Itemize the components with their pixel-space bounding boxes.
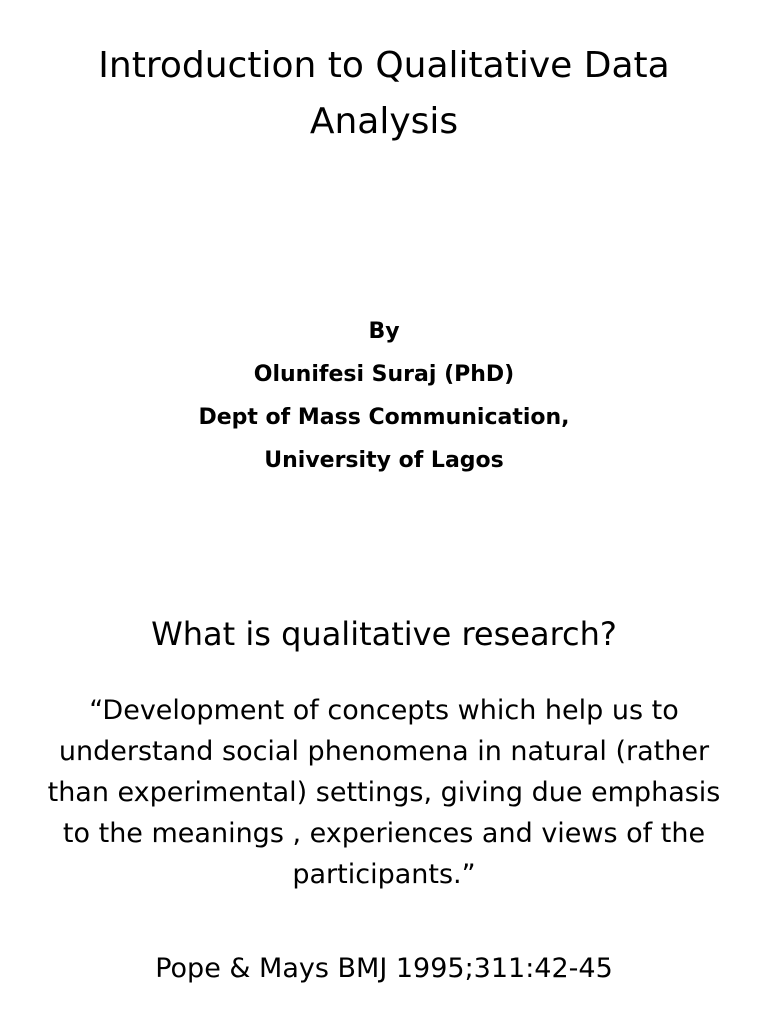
slide-title xyxy=(40,38,728,150)
definition-quote xyxy=(40,690,728,895)
quote-line: understand social phenomena in natural (rather xyxy=(58,736,710,767)
author-department: Dept of Mass Communication, xyxy=(198,405,570,430)
quote-line: “Development of concepts which help us to xyxy=(89,695,679,726)
citation: Pope & Mays BMJ 1995;311:42-45 xyxy=(155,953,613,984)
title-line: Introduction to Qualitative Data xyxy=(98,45,670,86)
quote-line: to the meanings , experiences and views of the xyxy=(62,818,706,849)
quote-line: participants.” xyxy=(292,859,476,890)
title-line: Analysis xyxy=(309,101,459,142)
section-heading: What is qualitative research? xyxy=(151,615,617,653)
author-university: University of Lagos xyxy=(264,448,504,473)
author-by: By xyxy=(368,319,400,344)
author-block xyxy=(60,310,708,482)
quote-line: than experimental) settings, giving due emphasis xyxy=(47,777,721,808)
author-name: Olunifesi Suraj (PhD) xyxy=(253,362,515,387)
